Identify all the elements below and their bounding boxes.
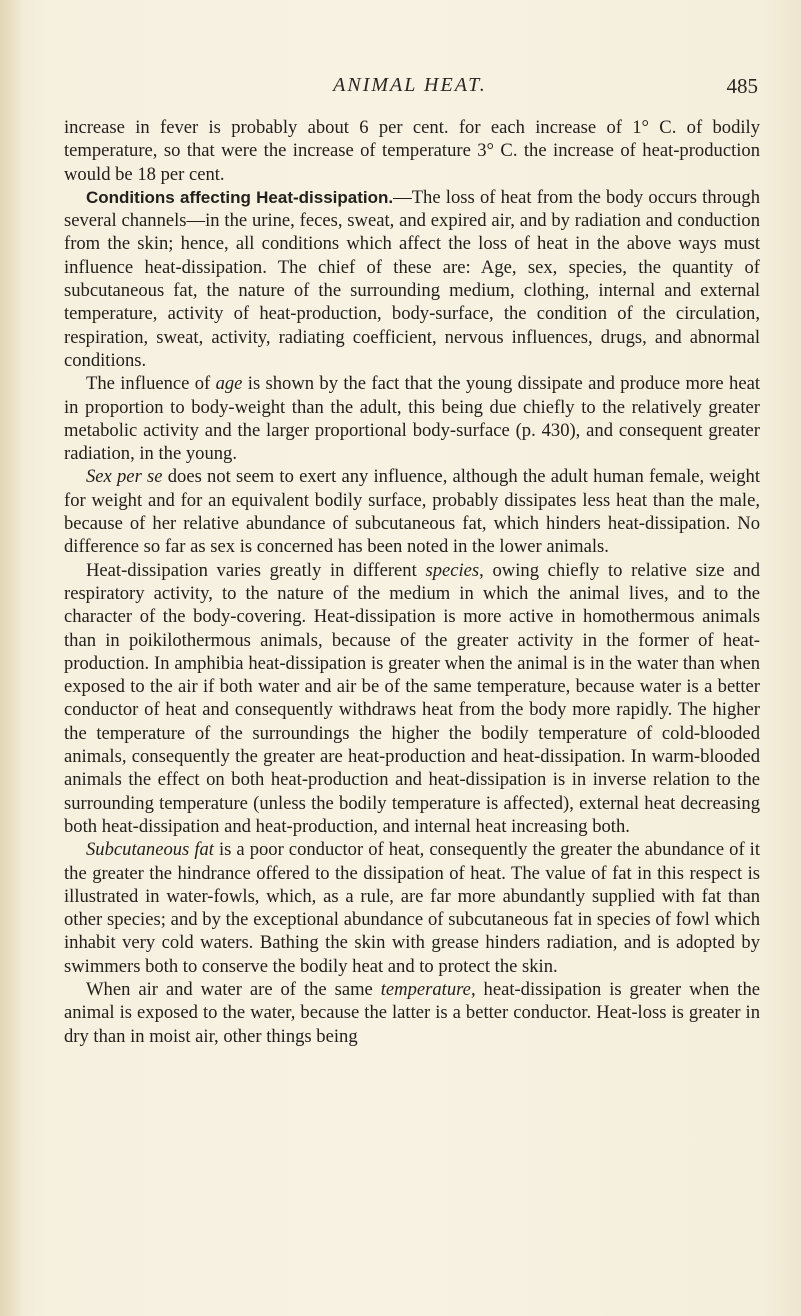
paragraph-sex: Sex per se does not seem to exert any influence, although the adult human female, weight for weight and for an equivalent bodily surface, probably dissipates less heat than the male, because of her relative abundance of subcutaneous fat, which hinders heat-dissipation. No difference so far as sex is concerned has been noted in the lower animals.: [64, 466, 761, 558]
emphasis-subcutaneous-fat: Subcutaneous fat: [86, 839, 214, 861]
paragraph-age: The influence of age is shown by the fact that the young dissipate and produce more heat in proportion to body-weight than the adult, this being due chiefly to the relatively greater metabolic activity and the larger proportional body-surface (p. 430), and consequent greater radiation, in the young.: [64, 373, 760, 465]
emphasis-age: age: [215, 373, 243, 395]
running-head: ANIMAL HEAT.: [333, 74, 487, 96]
section-heading: Conditions affecting Heat-dissipation.: [86, 187, 394, 207]
page-header: [60, 74, 760, 104]
page-spine-shadow: [0, 0, 22, 1316]
page-number: 485: [726, 74, 758, 98]
emphasis-sex: Sex per se: [86, 466, 163, 488]
paragraph-subcutaneous-fat: Subcutaneous fat is a poor conductor of heat, consequently the greater the abundance of it the greater the hindrance offered to the dissipation of heat. The value of fat in this respect is illustrated in water-fowls, which, as a rule, are far more abundantly supplied with fat than other species; and by the exceptional abundance of subcutaneous fat in species of fowl which inhabit very cold waters. Bathing the skin with grease hinders radiation, and is adopted by swimmers both to conserve the bodily heat and to protect the skin.: [64, 839, 760, 977]
emphasis-temperature: temperature: [380, 978, 471, 1000]
body-text: [64, 116, 760, 1048]
emphasis-species: species: [425, 559, 480, 581]
paragraph-heat-dissipation: Conditions affecting Heat-dissipation.—The loss of heat from the body occurs through several channels—in the urine, feces, sweat, and expired air, and by radiation and conduction from the skin; hence, all conditions which affect the loss of heat in the above ways must influence heat-dissipation. The chief of these are: Age, sex, species, the quantity of subcutaneous fat, the nature of the surrounding medium, clothing, internal and external temperature, activity of heat-production, body-surface, the condition of the circulation, respiration, sweat, activity, radiating coefficient, nervous influences, drugs, and abnormal conditions.: [64, 186, 760, 371]
paragraph-continuation: increase in fever is probably about 6 per cent. for each increase of 1° C. of bodily temperature, so that were the increase of temperature 3° C. the increase of heat-production would be 18 per cent.: [64, 117, 760, 185]
paragraph-temperature: When air and water are of the same temperature, heat-dissipation is greater when the animal is exposed to the water, because the latter is a better conductor. Heat-loss is greater in dry than in moist air, other things being: [64, 978, 760, 1047]
paragraph-species: Heat-dissipation varies greatly in different species, owing chiefly to relative size and respiratory activity, to the nature of the medium in which the animal lives, and to the character of the body-covering. Heat-dissipation is more active in homothermous animals than in poikilothermous animals, because of the greater activity in the former of heat-production. In amphibia heat-dissipation is greater when the animal is in the water than when exposed to the air if both water and air be of the same temperature, because water is a better conductor of heat and consequently withdraws heat from the body more rapidly. The higher the temperature of the surroundings the higher the bodily temperature of cold-blooded animals, consequently the greater are heat-production and heat-dissipation. In warm-blooded animals the effect on both heat-production and heat-dissipation is in inverse relation to the surrounding temperature (unless the bodily temperature is affected), external heat decreasing both heat-dissipation and heat-production, and internal heat increasing both.: [64, 559, 761, 837]
